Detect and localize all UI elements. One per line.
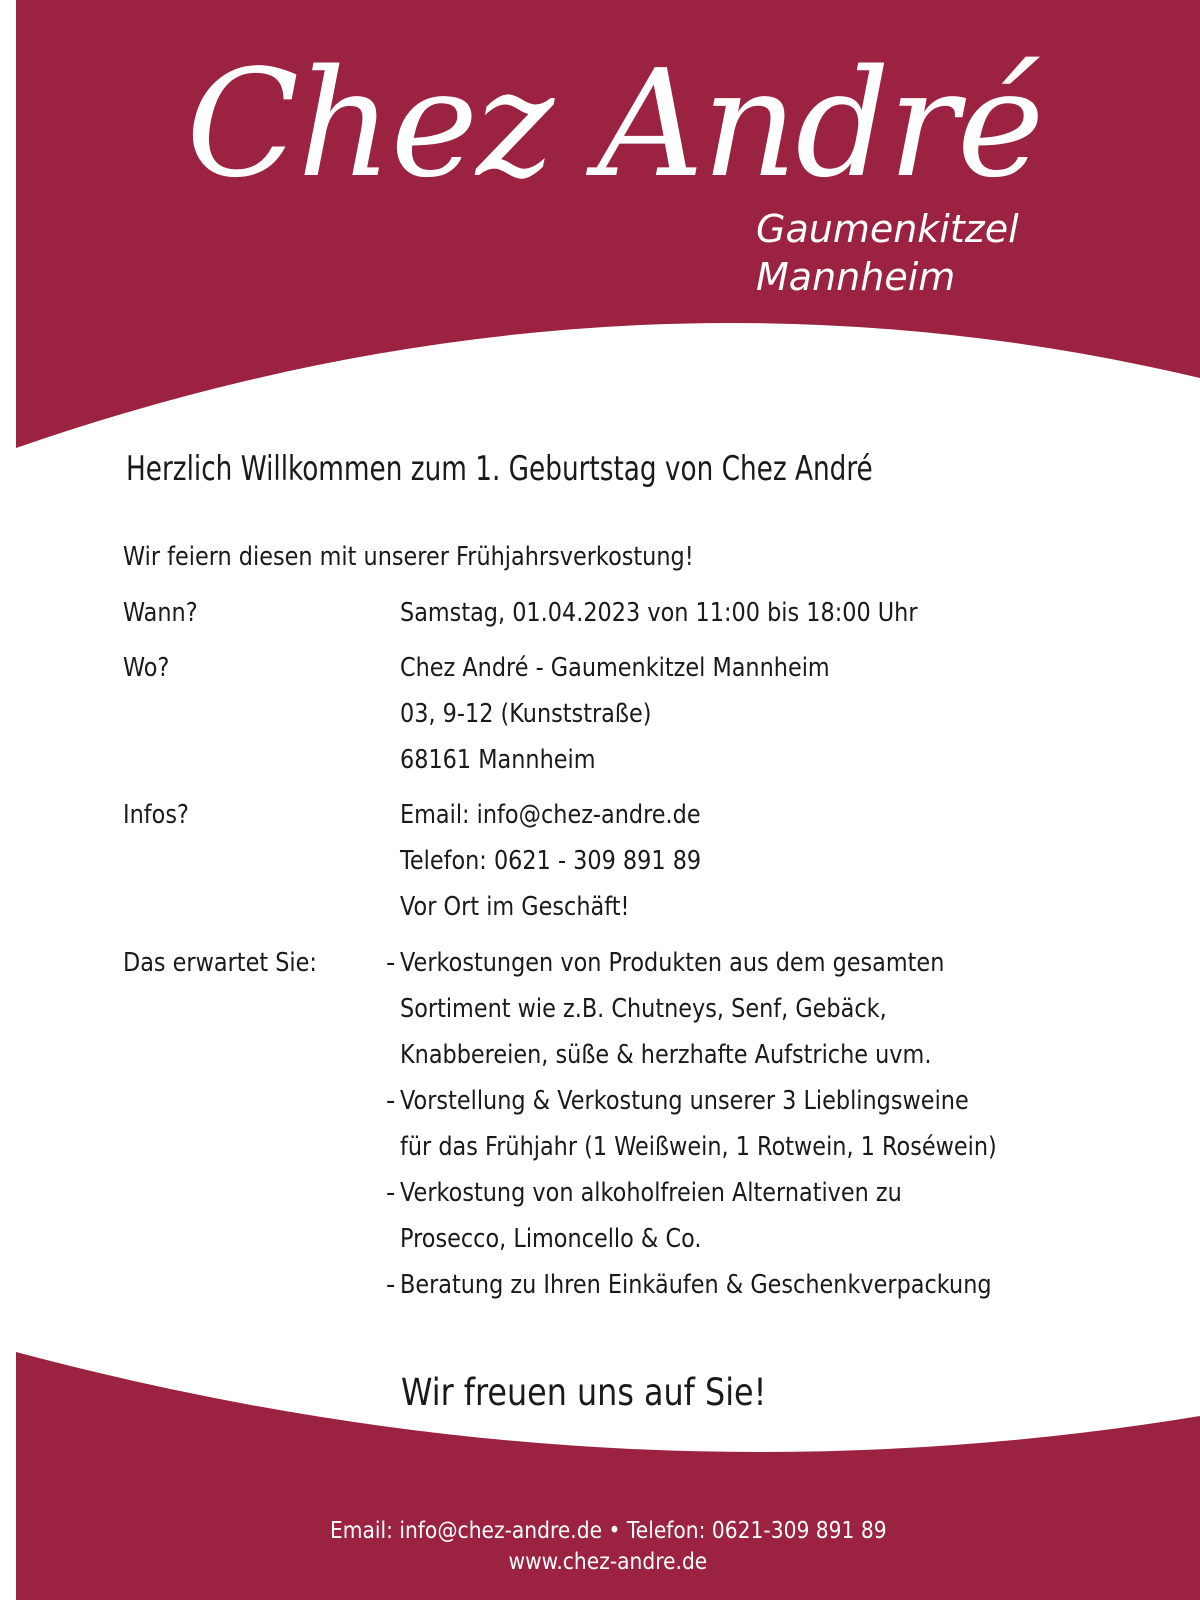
list-item-line: Verkostung von alkoholfreien Alternativen zu	[400, 1178, 902, 1208]
list-dash: -	[386, 1270, 396, 1300]
list-item-line: Knabbereien, süße & herzhafte Aufstriche uvm.	[400, 1040, 932, 1070]
list-dash: -	[386, 1178, 396, 1208]
list-dash: -	[386, 1086, 396, 1116]
list-item-line: Prosecco, Limoncello & Co.	[400, 1224, 702, 1254]
list-item-line: Sortiment wie z.B. Chutneys, Senf, Gebäck,	[400, 994, 887, 1024]
wann-value: Samstag, 01.04.2023 von 11:00 bis 18:00 Uhr	[400, 598, 918, 628]
headline: Herzlich Willkommen zum 1. Geburtstag von Chez André	[126, 449, 873, 489]
list-dash: -	[386, 948, 396, 978]
list-item-line: Vorstellung & Verkostung unserer 3 Lieblingsweine	[400, 1086, 969, 1116]
infos-phone: Telefon: 0621 - 309 891 89	[400, 846, 702, 876]
list-item-line: Verkostungen von Produkten aus dem gesamten	[400, 948, 945, 978]
list-item-line: für das Frühjahr (1 Weißwein, 1 Rotwein, 1 Roséwein)	[400, 1132, 997, 1162]
closing-text: Wir freuen uns auf Sie!	[401, 1371, 767, 1414]
footer-website-text: www.chez-andre.de	[508, 1549, 708, 1575]
wo-line: 68161 Mannheim	[400, 745, 596, 775]
erwartet-label: Das erwartet Sie:	[123, 948, 317, 978]
wo-line: Chez André - Gaumenkitzel Mannheim	[400, 653, 830, 683]
infos-onsite: Vor Ort im Geschäft!	[400, 892, 630, 922]
logo	[186, 30, 1046, 320]
wo-label: Wo?	[123, 653, 170, 683]
footer-website	[16, 1551, 1200, 1574]
logo-wordmark: Chez André	[186, 38, 1043, 210]
logo-subtitle-1: Gaumenkitzel	[756, 207, 1019, 251]
footer-contact-text: Email: info@chez-andre.de • Telefon: 0621-309 891 89	[329, 1518, 887, 1544]
infos-email: Email: info@chez-andre.de	[400, 800, 701, 830]
wann-label: Wann?	[123, 598, 198, 628]
logo-subtitle-2: Mannheim	[756, 255, 956, 299]
footer-contact	[16, 1520, 1200, 1543]
wo-line: 03, 9-12 (Kunststraße)	[400, 699, 652, 729]
intro-text: Wir feiern diesen mit unserer Frühjahrsverkostung!	[123, 542, 694, 572]
list-item-line: Beratung zu Ihren Einkäufen & Geschenkverpackung	[400, 1270, 992, 1300]
infos-label: Infos?	[123, 800, 189, 830]
flyer-page	[16, 0, 1200, 1600]
